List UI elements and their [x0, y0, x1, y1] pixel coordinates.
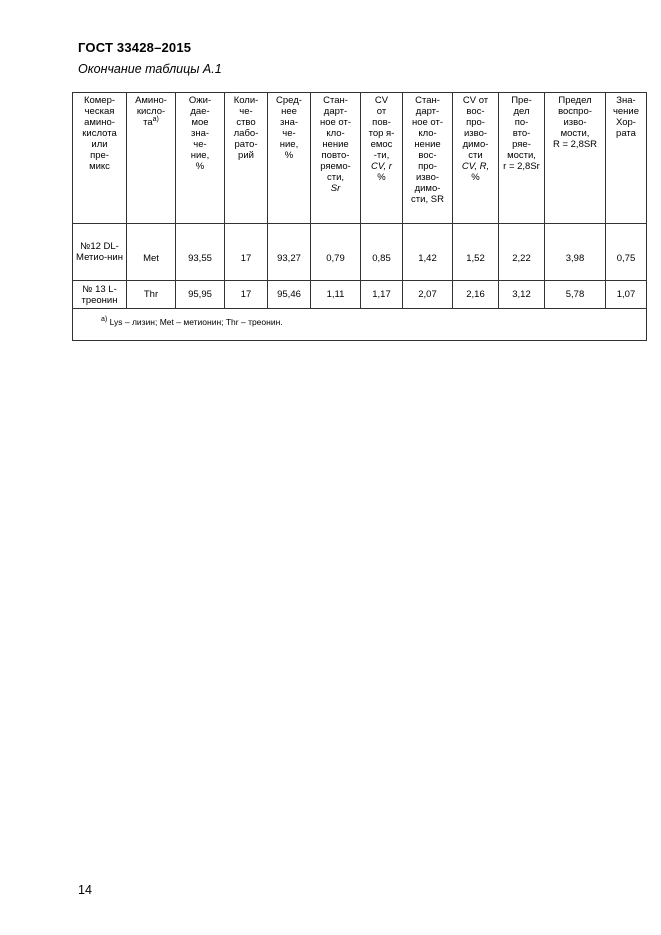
- column-header: CV от пов- тор я- емос -ти, CV, r %: [361, 93, 403, 224]
- table-cell: 3,12: [499, 281, 545, 309]
- column-header: Стан- дарт- ное от- кло- нение повто- ряемо- сти, Sr: [311, 93, 361, 224]
- table-cell: 95,95: [176, 281, 225, 309]
- table-cell: № 13 L-треонин: [73, 281, 127, 309]
- column-header: Предел воспро- изво- мости, R = 2,8SR: [545, 93, 606, 224]
- table-footnote: $^{а)}$ Lys – лизин; Met – метионин; Thr – треонин.: [73, 309, 647, 341]
- table-cell: №12 DL-Метио-нин: [73, 224, 127, 281]
- table-cell: 93,55: [176, 224, 225, 281]
- column-header: Коли- че- ство лабо- рато- рий: [225, 93, 268, 224]
- table-row: [73, 281, 647, 309]
- table-cell: 5,78: [545, 281, 606, 309]
- column-header: Ожи- дае- мое зна- че- ние, %: [176, 93, 225, 224]
- table-cell: 17: [225, 281, 268, 309]
- table-cell: 2,07: [403, 281, 453, 309]
- table-cell: 17: [225, 224, 268, 281]
- table-cell: 93,27: [268, 224, 311, 281]
- column-header: Зна- чение Хор- рата: [606, 93, 647, 224]
- table-cell: 2,16: [453, 281, 499, 309]
- column-header: CV от вос- про- изво- димо- сти CV, R, %: [453, 93, 499, 224]
- column-header: Стан- дарт- ное от- кло- нение вос- про- изво- димо- сти, SR: [403, 93, 453, 224]
- table-cell: 0,85: [361, 224, 403, 281]
- table-cell: 2,22: [499, 224, 545, 281]
- table-cell: 1,17: [361, 281, 403, 309]
- column-header: Пре- дел по- вто- ряе- мости, r = 2,8Sr: [499, 93, 545, 224]
- table-header-row: [73, 93, 647, 224]
- table-cell: 0,79: [311, 224, 361, 281]
- column-header: Амино- кисло- $та^{а)}$: [127, 93, 176, 224]
- document-code: ГОСТ 33428–2015: [78, 40, 192, 55]
- footnote-mark: а): [101, 316, 108, 324]
- table-caption: Окончание таблицы А.1: [78, 62, 222, 76]
- table-cell: 1,52: [453, 224, 499, 281]
- column-header: Комер- ческая амино- кислота или пре- микс: [73, 93, 127, 224]
- column-header: Сред- нее зна- че- ние, %: [268, 93, 311, 224]
- table-cell: Thr: [127, 281, 176, 309]
- data-table: [72, 92, 647, 341]
- table-cell: 1,42: [403, 224, 453, 281]
- page-number: 14: [78, 883, 92, 897]
- table-cell: 3,98: [545, 224, 606, 281]
- table-cell: 1,11: [311, 281, 361, 309]
- table-cell: 1,07: [606, 281, 647, 309]
- table-cell: 95,46: [268, 281, 311, 309]
- table-cell: Met: [127, 224, 176, 281]
- table-cell: 0,75: [606, 224, 647, 281]
- table-row: [73, 224, 647, 281]
- footnote-row: [73, 309, 647, 341]
